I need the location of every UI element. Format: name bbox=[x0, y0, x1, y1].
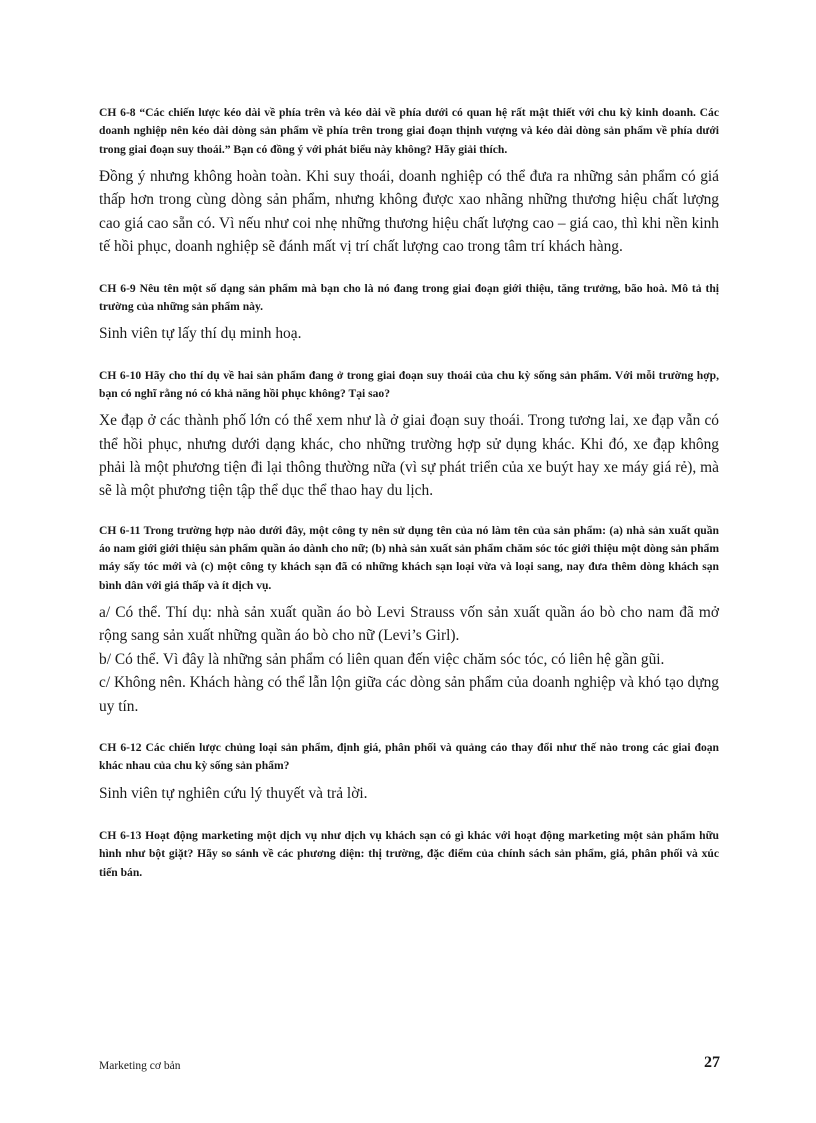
question-6-12: CH 6-12 Các chiến lược chủng loại sản phẩm, định giá, phân phối và quảng cáo thay đổi như thế nào trong các giai đoạn khác nhau của chu kỳ sống sản phẩm? bbox=[99, 740, 719, 773]
question-6-9: CH 6-9 Nêu tên một số dạng sản phẩm mà bạn cho là nó đang trong giai đoạn giới thiệu, tăng trưởng, bão hoà. Mô tả thị trường của những sản phẩm này. bbox=[99, 281, 719, 313]
question-section-6-8 bbox=[99, 104, 719, 259]
question-section-6-12 bbox=[99, 739, 719, 805]
question-6-11: CH 6-11 Trong trường hợp nào dưới đây, một công ty nên sử dụng tên của nó làm tên của sản phẩm: (a) nhà sản xuất quần áo nam giới giới thiệu sản phẩm quần áo dành cho nữ; (b) nhà sản xuất sản phẩm chăm sóc tóc giới thiệu một dòng sản phẩm máy sấy tóc mới và (c) một công ty khách sạn đã có những khách sạn loại vừa và loại sang, nay đưa thêm dòng khách sạn bình dân với giá thấp và ít dịch vụ. bbox=[99, 523, 719, 592]
footer-title: Marketing cơ bản bbox=[99, 1060, 181, 1072]
question-section-6-9 bbox=[99, 280, 719, 346]
answer-paragraph-a: a/ Có thể. Thí dụ: nhà sản xuất quần áo bò Levi Strauss vốn sản xuất quần áo bò cho nam đã mở rộng sang sản xuất những quần áo bò cho nữ (Levi’s Girl). bbox=[99, 603, 719, 645]
answer-paragraph: Sinh viên tự lấy thí dụ minh hoạ. bbox=[99, 325, 302, 343]
question-6-13: CH 6-13 Hoạt động marketing một dịch vụ như dịch vụ khách sạn có gì khác với hoạt động marketing một sản phẩm hữu hình như bột giặt? Hãy so sánh về các phương diện: thị trường, đặc điểm của chính sách sản phẩm, giá, phân phối và xúc tiến bán. bbox=[99, 828, 719, 879]
answer-paragraph-c: c/ Không nên. Khách hàng có thể lẫn lộn giữa các dòng sản phẩm của doanh nghiệp và khó tạo dựng uy tín. bbox=[99, 674, 719, 715]
question-6-8: CH 6-8 “Các chiến lược kéo dài về phía trên và kéo dài về phía dưới có quan hệ rất mật thiết với chu kỳ kinh doanh. Các doanh nghiệp nên kéo dài dòng sản phẩm về phía trên trong giai đoạn thịnh vượng và kéo dài dòng sản phẩm về phía dưới trong giai đoạn suy thoái.” Bạn có đồng ý với phát biểu này không? Hãy giải thích. bbox=[99, 106, 719, 156]
answer-paragraph-b: b/ Có thể. Vì đây là những sản phẩm có liên quan đến việc chăm sóc tóc, có liên hệ gần gũi. bbox=[99, 650, 665, 668]
answer-paragraph: Đồng ý nhưng không hoàn toàn. Khi suy thoái, doanh nghiệp có thể đưa ra những sản phẩm có giá thấp hơn trong cùng dòng sản phẩm, nhưng không được xao nhãng những thương hiệu chất lượng cao giá cao sẵn có. Vì nếu như coi nhẹ những thương hiệu chất lượng cao – giá cao, thì khi nền kinh tế hồi phục, doanh nghiệp sẽ đánh mất vị trí chất lượng cao trong tâm trí khách hàng. bbox=[99, 167, 719, 256]
question-section-6-10 bbox=[99, 367, 719, 503]
question-section-6-11 bbox=[99, 522, 719, 718]
answer-paragraph: Xe đạp ở các thành phố lớn có thể xem như là ở giai đoạn suy thoái. Trong tương lai, xe đạp vẫn có thể hồi phục, nhưng dưới dạng khác, cho những trường hợp sử dụng khác. Khi đó, xe đạp không phải là một phương tiện đi lại thông thường nữa (vì sự phát triển của xe buýt hay xe máy giá rẻ), mà sẽ là một phương tiện tập thể dục thể thao hay du lịch. bbox=[99, 412, 719, 500]
page-number: 27 bbox=[704, 1054, 720, 1071]
question-section-6-13 bbox=[99, 827, 719, 882]
question-6-10: CH 6-10 Hãy cho thí dụ về hai sản phẩm đang ở trong giai đoạn suy thoái của chu kỳ sống sản phẩm. Với mỗi trường hợp, bạn có nghĩ rằng nó có khả năng hồi phục không? Tại sao? bbox=[99, 368, 719, 400]
answer-paragraph: Sinh viên tự nghiên cứu lý thuyết và trả lời. bbox=[99, 784, 368, 802]
document-body bbox=[99, 104, 719, 888]
